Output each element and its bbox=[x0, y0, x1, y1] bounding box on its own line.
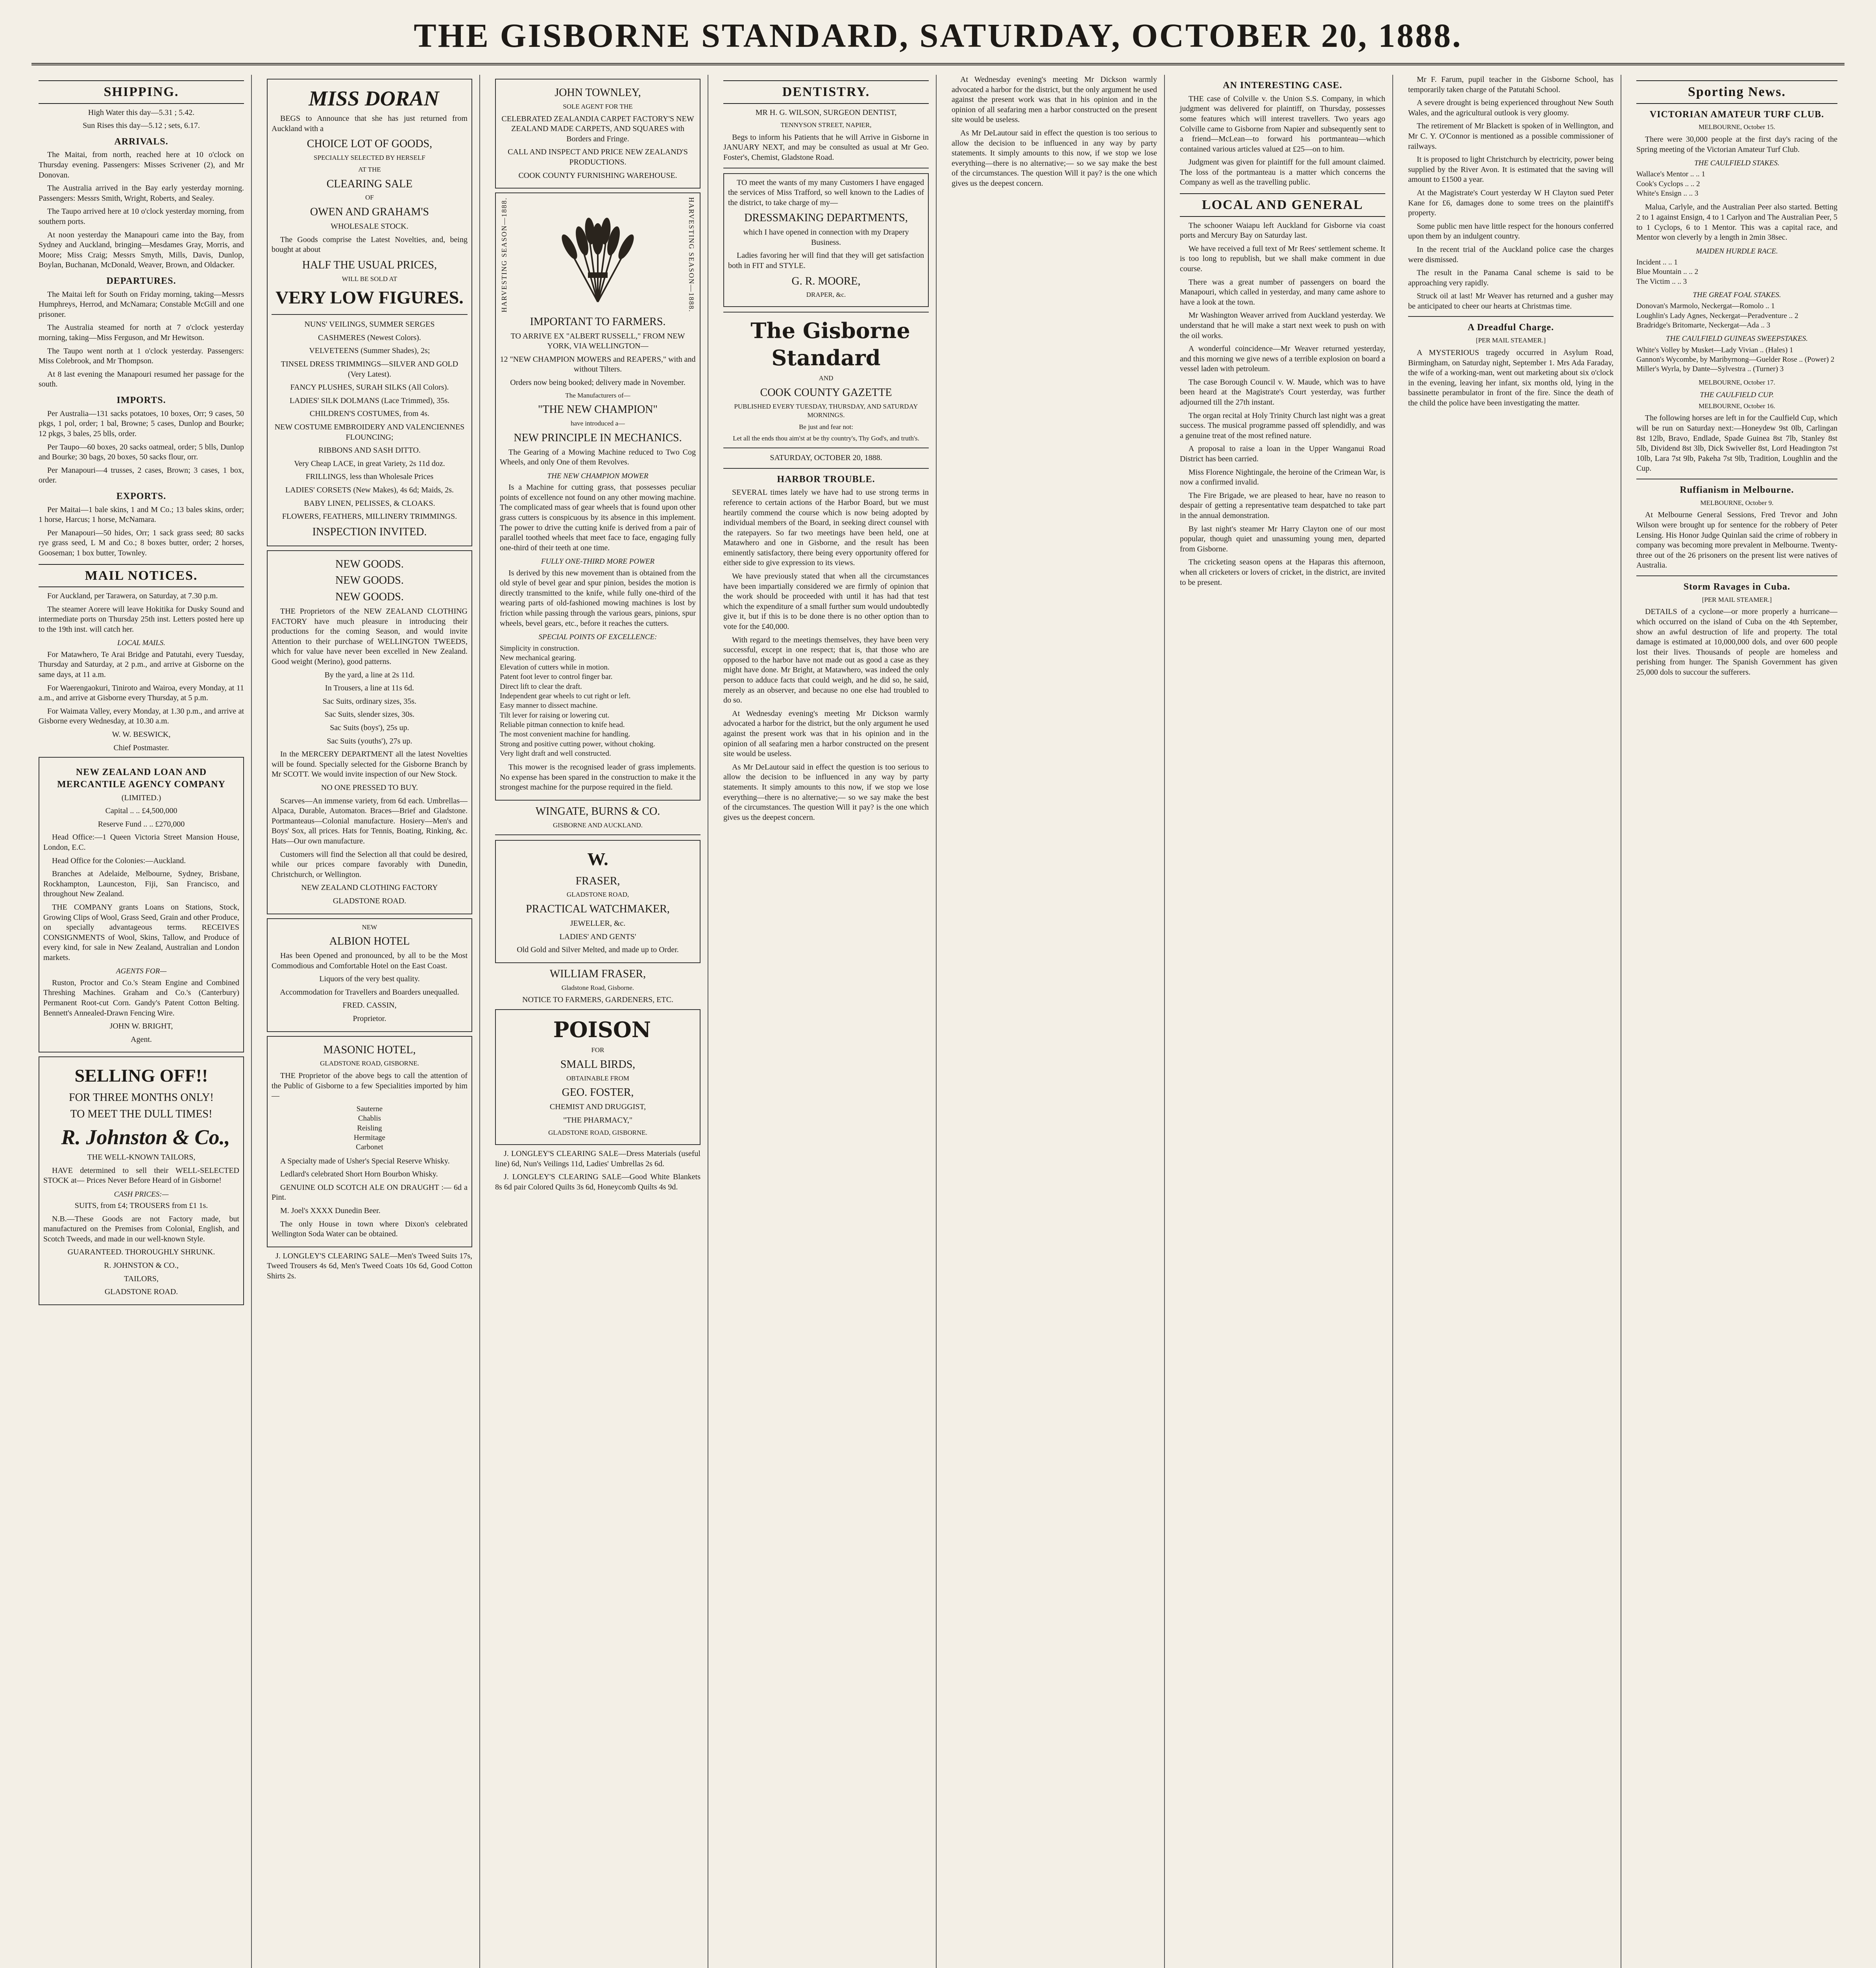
poison-pharmacy: "THE PHARMACY," bbox=[563, 1115, 632, 1125]
wine-item: Sauterne bbox=[356, 1105, 383, 1113]
arrival-item: At noon yesterday the Manapouri came into the Bay, from Sydney and Auckland, bringing—Mesdames Gray, Morris, and Moore; Miss Craig; Messrs Smyth, Mills, Davis, Dunlop, Boylan, Buchanan, McDonald, Weaver, Brown, and Oldacker. bbox=[39, 230, 244, 270]
divider bbox=[723, 312, 929, 313]
poison-title: POISON bbox=[553, 1017, 651, 1042]
local-para: By last night's steamer Mr Harry Clayton one of our most popular, though quiet and unassuming young men, departed from Gisborne. bbox=[1180, 524, 1385, 553]
mail-item: For Matawhero, Te Arai Bridge and Patutahi, every Tuesday, Thursday and Saturday, at 2 p.m., and arrive at Gisborne on the same days, at 11 a.m. bbox=[39, 650, 244, 679]
column-1 bbox=[31, 75, 252, 1968]
longley-ad: J. LONGLEY'S CLEARING SALE—Dress Materials (useful line) 6d, Nun's Veilings 11d, Ladies' Umbrellas 2s 6d. bbox=[495, 1149, 700, 1168]
race-heading: THE GREAT FOAL STAKES. bbox=[1693, 291, 1781, 300]
harvest-gearing: The Gearing of a Mowing Machine reduced to Two Cog Wheels, and only One of them Revolves. bbox=[500, 448, 696, 467]
harbor-para: With regard to the meetings themselves, they have been very successful, except in one respect; that is, that those who are opposed to the harbor have not made out as good a case as they might have done. Mr Bright, at Matawhero, was indeed the only person to adduce facts that could weigh, and he did so, he said, merely as an observer, and because no one else had troubled to do so. bbox=[723, 635, 929, 705]
harvest-principle: NEW PRINCIPLE IN MECHANICS. bbox=[514, 431, 682, 444]
loan-agents: Ruston, Proctor and Co.'s Steam Engine and Combined Threshing Machines. Graham and Co.'s (Canterbury) Permanent Root-cut Corn. Gandy's Patent Cotton Belting. Bennett's Annealed-Drawn Fencing Wire. bbox=[43, 978, 239, 1017]
harvest-manufacturers: The Manufacturers of— bbox=[565, 391, 630, 399]
arrival-item: The Maitai, from north, reached here at 10 o'clock on Thursday evening. Passengers: Misses Scrivener (2), and Mr Donovan. bbox=[39, 150, 244, 179]
result-item: The Victim .. .. 3 bbox=[1636, 277, 1687, 286]
harvest-orders: Orders now being booked; delivery made in November. bbox=[510, 378, 686, 387]
local-para: The organ recital at Holy Trinity Church last night was a great success. The musical programme passed off splendidly, and was a genuine treat of the most refined nature. bbox=[1180, 411, 1385, 440]
column-3 bbox=[488, 75, 708, 1968]
factory-road: GLADSTONE ROAD. bbox=[333, 896, 407, 905]
departure-item: At 8 last evening the Manapouri resumed her passage for the south. bbox=[39, 370, 244, 389]
johnston-tag: THE WELL-KNOWN TAILORS, bbox=[87, 1152, 196, 1162]
harbor-para: We have previously stated that when all the circumstances have been impartially considered we are firmly of opinion that the work should be proceeded with until it has had that test which the expenditure of a small further sum would undoubtedly give it, but if this is to be done there is no other option than to vote for the £40,000. bbox=[723, 572, 929, 631]
local-para: Mr Washington Weaver arrived from Auckland yesterday. We understand that he will make a start next week to push on with the oil works. bbox=[1180, 311, 1385, 340]
imports-heading: IMPORTS. bbox=[116, 395, 166, 406]
moore-signoff: G. R. MOORE, bbox=[791, 275, 861, 287]
cash-prices-heading: CASH PRICES:— bbox=[114, 1190, 169, 1199]
column-8 bbox=[1629, 75, 1845, 1968]
loan-capital: Capital .. .. £4,500,000 bbox=[105, 806, 177, 816]
local-para: A wonderful coincidence—Mr Weaver returned yesterday, and this morning we give news of a terrible explosion on board a vessel laden with petroleum. bbox=[1180, 344, 1385, 374]
fraser-old-gold: Old Gold and Silver Melted, and made up to Order. bbox=[517, 945, 679, 954]
loan-branches: Branches at Adelaide, Melbourne, Sydney, Brisbane, Rockhampton, Launceston, Fiji, San Francisco, and throughout New Zealand. bbox=[43, 869, 239, 899]
fraser-watchmaker-ad bbox=[495, 840, 700, 963]
townley-body: CELEBRATED ZEALANDIA CARPET FACTORY'S NEW ZEALAND MADE CARPETS, AND SQUARES with Borders and Fringe. bbox=[501, 114, 694, 143]
storm-body: DETAILS of a cyclone—or more properly a hurricane—which occurred on the island of Cuba on the 4th September, show an awful destruction of life and property. The total damage is estimated at 10,000,000 dols, and over 600 people lost their lives. Thousands of people are homeless and perishing from hunger. The Spanish Government has given 25,000 dols to succour the sufferers. bbox=[1636, 607, 1837, 677]
mail-item: For Auckland, per Tarawera, on Saturday, at 7.30 p.m. bbox=[47, 592, 218, 601]
results-list bbox=[1636, 301, 1837, 330]
point-item: Elevation of cutters while in motion. bbox=[500, 663, 610, 672]
import-item: Per Manapouri—4 trusses, 2 cases, Brown; 3 cases, 1 box, order. bbox=[39, 466, 244, 485]
arrival-item: The Taupo arrived here at 10 o'clock yesterday morning, from southern ports. bbox=[39, 207, 244, 226]
new-goods-title: NEW GOODS. bbox=[335, 591, 404, 603]
harvest-ad bbox=[495, 192, 700, 801]
tide-line: Sun Rises this day—5.12 ; sets, 6.17. bbox=[83, 121, 200, 130]
townley-name: JOHN TOWNLEY, bbox=[554, 87, 641, 99]
doran-item: CHILDREN'S COSTUMES, from 4s. bbox=[309, 409, 430, 418]
result-item: Blue Mountain .. .. 2 bbox=[1636, 268, 1699, 276]
results-list bbox=[1636, 258, 1837, 287]
departure-item: The Taupo went north at 1 o'clock yesterday. Passengers: Miss Colebrook, and Mr Thompson. bbox=[39, 346, 244, 366]
doran-half: HALF THE USUAL PRICES, bbox=[302, 259, 437, 271]
cup-body: The following horses are left in for the Caulfield Cup, which will be run on Saturday next:—Honeydew 9st 0lb, Carlingan 8st 12lb, Bravo, Endlade, Spade Guinea 8st 7lb, Stanley 8st 5lb, Dividend 8st 3lb, Dick Swiveller 8st, Lord Headington 7st 10lb, Lara 7st 9lb, Pakeha 7st 9lb, Tradition, Loughlin and the Cup. bbox=[1636, 414, 1837, 473]
longley-ad: J. LONGLEY'S CLEARING SALE—Good White Blankets 8s 6d pair Colored Quilts 3s 6d, Honeycomb Quilts 4s 9d. bbox=[495, 1173, 700, 1191]
ruffianism-dateline: MELBOURNE, October 9. bbox=[1700, 499, 1774, 507]
point-item: Independent gear wheels to cut right or left. bbox=[500, 692, 631, 701]
point-item: Tilt lever for raising or lowering cut. bbox=[500, 711, 610, 720]
standard-date: SATURDAY, OCTOBER 20, 1888. bbox=[770, 453, 882, 462]
general-para: The retirement of Mr Blackett is spoken of in Wellington, and Mr C. Y. O'Connor is mentioned as a possible commissioner of railways. bbox=[1408, 122, 1614, 151]
meet-dull-times: TO MEET THE DULL TIMES! bbox=[70, 1108, 213, 1121]
doran-name: MISS DORAN bbox=[309, 87, 439, 110]
fraser-road: GLADSTONE ROAD, bbox=[566, 891, 629, 899]
point-item: Direct lift to clear the draft. bbox=[500, 682, 582, 691]
townley-agent: SOLE AGENT FOR THE bbox=[563, 102, 633, 110]
no-one-pressed: NO ONE PRESSED TO BUY. bbox=[321, 783, 418, 792]
results-list bbox=[1636, 170, 1837, 198]
albion-new: NEW bbox=[362, 923, 377, 931]
sporting-dateline: MELBOURNE, October 15. bbox=[1699, 123, 1775, 131]
result-item: White's Volley by Musket—Lady Vivian .. (Hales) 1 bbox=[1636, 346, 1793, 354]
price-item: Sac Suits, ordinary sizes, 35s. bbox=[322, 697, 417, 706]
johnston-guarantee: GUARANTEED. THOROUGHLY SHRUNK. bbox=[67, 1248, 215, 1257]
masonic-name: MASONIC HOTEL, bbox=[323, 1043, 416, 1056]
notice-farmers: NOTICE TO FARMERS, GARDENERS, ETC. bbox=[522, 995, 673, 1004]
doran-item: TINSEL DRESS TRIMMINGS—SILVER AND GOLD (Very Latest). bbox=[281, 360, 458, 379]
divider bbox=[495, 834, 700, 835]
divider bbox=[1408, 316, 1614, 317]
loan-signoff: JOHN W. BRIGHT, bbox=[109, 1022, 173, 1031]
new-goods-ad bbox=[267, 550, 472, 914]
loan-reserve: Reserve Fund .. .. £270,000 bbox=[98, 819, 185, 829]
doran-item: NUNS' VEILINGS, SUMMER SERGES bbox=[304, 320, 435, 329]
sporting-dateline: MELBOURNE, October 17. bbox=[1699, 378, 1775, 386]
moore-ladies: Ladies favoring her will find that they will get satisfaction both in FIT and STYLE. bbox=[728, 251, 924, 270]
johnston-note: N.B.—These Goods are not Factory made, but manufactured on the Premises from Colonial, English, and Scotch Tweeds, and made in our well-known Style. bbox=[43, 1214, 239, 1243]
doran-item: CASHMERES (Newest Colors). bbox=[318, 333, 421, 342]
townley-ad bbox=[495, 79, 700, 189]
townley-call: CALL AND INSPECT AND PRICE NEW ZEALAND'S PRODUCTIONS. bbox=[508, 148, 688, 166]
arrival-item: The Australia arrived in the Bay early yesterday morning. Passengers: Messrs Smith, Wright, Roberts, and Sealey. bbox=[39, 184, 244, 203]
result-item: Miller's Wyrla, by Dante—Sylvestra .. (Turner) 3 bbox=[1636, 365, 1784, 374]
race-heading: THE CAULFIELD STAKES. bbox=[1694, 159, 1780, 168]
doran-invited: INSPECTION INVITED. bbox=[312, 525, 427, 538]
departure-item: The Australia steamed for north at 7 o'clock yesterday morning, taking—Miss Ferguson, and Mr Hewitson. bbox=[39, 323, 244, 342]
poison-obtainable: OBTAINABLE FROM bbox=[566, 1074, 629, 1082]
harvest-champion: "THE NEW CHAMPION" bbox=[538, 403, 658, 416]
divider bbox=[723, 468, 929, 469]
harvest-side-label: HARVESTING SEASON—1888. bbox=[500, 197, 508, 313]
tide-line: High Water this day—5.31 ; 5.42. bbox=[88, 108, 195, 117]
mail-item: For Waimata Valley, every Monday, at 1.30 p.m., and arrive at Gisborne every Wednesday, at 10.30 a.m. bbox=[39, 707, 244, 726]
moore-dressmaking: DRESSMAKING DEPARTMENTS, bbox=[744, 212, 908, 224]
albion-signoff: FRED. CASSIN, bbox=[342, 1001, 397, 1010]
result-item: Cook's Cyclops .. .. 2 bbox=[1636, 179, 1700, 188]
local-para: The cricketing season opens at the Haparas this afternoon, when all cricketers or lovers of cricket, in the district, are invited to be present. bbox=[1180, 558, 1385, 587]
moore-body: TO meet the wants of my many Customers I have engaged the services of Miss Trafford, so well known to the Ladies of the district, to take charge of my— bbox=[728, 178, 924, 207]
doran-owen: OWEN AND GRAHAM'S bbox=[310, 206, 429, 218]
cash-prices: SUITS, from £4; TROUSERS from £1 1s. bbox=[74, 1201, 208, 1210]
mower-heading: THE NEW CHAMPION MOWER bbox=[547, 472, 649, 480]
race-heading: THE CAULFIELD CUP. bbox=[1700, 391, 1774, 400]
harbor-para: At Wednesday evening's meeting Mr Dickson warmly advocated a harbor for the district, but the only argument he used against the present work was that in his opinion and in the opinion of all seafaring men a harbor constructed on the present site would be useless. bbox=[723, 709, 929, 758]
poison-for: FOR bbox=[591, 1046, 604, 1054]
local-mails-heading: LOCAL MAILS. bbox=[117, 639, 166, 647]
price-item: Sac Suits (youths'), 27s up. bbox=[327, 736, 412, 745]
ruffianism-heading: Ruffianism in Melbourne. bbox=[1680, 485, 1794, 495]
masonic-genuine: GENUINE OLD SCOTCH ALE ON DRAUGHT :— 6d a Pint. bbox=[272, 1183, 468, 1202]
local-para: We have received a full text of Mr Rees' settlement scheme. It is too long to republish, but we shall make comment in due course. bbox=[1180, 244, 1385, 273]
wine-item: Carbonet bbox=[356, 1143, 383, 1152]
albion-hotel-ad bbox=[267, 918, 472, 1032]
new-goods-title: NEW GOODS. bbox=[335, 574, 404, 587]
dentistry-heading: DENTISTRY. bbox=[723, 80, 929, 104]
exports-heading: EXPORTS. bbox=[116, 491, 166, 501]
import-item: Per Taupo—60 boxes, 20 sacks oatmeal, order; 5 blls, Dunlop and Bourke; 30 bags, 20 boxes, 50 sacks flour, orr. bbox=[39, 442, 244, 462]
export-item: Per Manapouri—50 hides, Orr; 1 sack grass seed; 80 sacks rye grass seed, L M and Co.; 8 boxes butter, order; 2 horses, Gooseman; 1 box butter, Townley. bbox=[39, 528, 244, 557]
result-item: Loughlin's Lady Agnes, Neckergat—Peradventure .. 2 bbox=[1636, 311, 1798, 320]
albion-liquors: Liquors of the very best quality. bbox=[319, 975, 420, 984]
doran-very-low: VERY LOW FIGURES. bbox=[275, 287, 464, 308]
dentist-name: MR H. G. WILSON, SURGEON DENTIST, bbox=[755, 108, 897, 117]
wingate-name: WINGATE, BURNS & CO. bbox=[535, 805, 660, 818]
loan-body: THE COMPANY grants Loans on Stations, Stock, Growing Clips of Wool, Grass Seed, Grain and other Produce, on specially advantageous terms. RECEIVES CONSIGNMENTS of Wool, Skins, Tallow, and Produce of every kind, for sale in New Zealand, Australian and London markets. bbox=[43, 903, 239, 962]
dreadful-sub: [PER MAIL STEAMER.] bbox=[1476, 337, 1546, 344]
fraser-trade: JEWELLER, &c. bbox=[570, 919, 626, 928]
harvest-arrive: TO ARRIVE EX "ALBERT RUSSELL," FROM NEW YORK, VIA WELLINGTON— bbox=[510, 331, 685, 351]
interesting-para: Judgment was given for plaintiff for the full amount claimed. The loss of the portmanteau is a matter which concerns the Company as well as the travelling public. bbox=[1180, 158, 1385, 187]
general-para: Mr F. Farum, pupil teacher in the Gisborne School, has temporarily taken charge of the Patutahi School. bbox=[1408, 75, 1614, 94]
standard-title: The Gisborne Standard bbox=[750, 318, 910, 371]
masthead bbox=[31, 16, 1845, 65]
doran-of: OF bbox=[365, 194, 374, 202]
doran-item: VELVETEENS (Summer Shades), 2s; bbox=[309, 346, 430, 355]
standard-and: AND bbox=[819, 374, 834, 382]
mercery-text: In the MERCERY DEPARTMENT all the latest Novelties will be found. Specially selected for the Gisborne Branch by Mr SCOTT. We would invite inspection of our New Stock. bbox=[272, 750, 468, 779]
result-item: Donovan's Marmolo, Neckergat—Romolo .. 1 bbox=[1636, 302, 1775, 311]
local-para: The Fire Brigade, we are pleased to hear, have no reason to despair of getting a representative team despatched to take part in the annual demonstration. bbox=[1180, 491, 1385, 520]
wine-item: Chablis bbox=[358, 1114, 381, 1123]
fraser-trade: PRACTICAL WATCHMAKER, bbox=[526, 903, 670, 916]
johnston-address: GLADSTONE ROAD. bbox=[104, 1287, 178, 1297]
poison-ad bbox=[495, 1009, 700, 1145]
sporting-dateline: MELBOURNE, October 16. bbox=[1699, 402, 1775, 410]
moore-which: which I have opened in connection with my Drapery Business. bbox=[743, 228, 909, 247]
result-item: Gannon's Wycombe, by Maribyrnong—Guelder Rose .. (Power) 2 bbox=[1636, 355, 1835, 364]
column-4 bbox=[716, 75, 937, 1968]
results-list bbox=[1636, 346, 1837, 374]
masonic-specialty: A Specialty made of Usher's Special Reserve Whisky. bbox=[280, 1156, 450, 1165]
price-item: In Trousers, a line at 11s 6d. bbox=[325, 684, 414, 693]
three-months: FOR THREE MONTHS ONLY! bbox=[69, 1091, 214, 1104]
general-para: It is proposed to light Christchurch by electricity, power being supplied by the River Avon. It is estimated that the saving will amount to £1500 a year. bbox=[1408, 155, 1614, 184]
doran-item: FLOWERS, FEATHERS, MILLINERY TRIMMINGS. bbox=[282, 512, 457, 521]
customers-text: Customers will find the Selection all that could be desired, while our prices compare favorably with Dunedin, Christchurch, or Wellington. bbox=[272, 850, 468, 879]
vrc-body: There were 30,000 people at the first day's racing of the Spring meeting of the Victorian Amateur Turf Club. bbox=[1636, 135, 1837, 154]
import-item: Per Australia—131 sacks potatoes, 10 boxes, Orr; 9 cases, 50 pkgs, 1 pol, order; 1 bal, Browne; 5 cases, Dunlop and Bourke; 12 pkgs, 3 bales, 25 blls, order. bbox=[39, 409, 244, 438]
poison-address: GLADSTONE ROAD, GISBORNE. bbox=[548, 1129, 647, 1137]
harvest-twelve: 12 "NEW CHAMPION MOWERS and REAPERS," with and without Tilters. bbox=[500, 355, 696, 374]
masonic-ledlard: Ledlard's celebrated Short Horn Bourbon Whisky. bbox=[280, 1170, 438, 1179]
standard-motto: Be just and fear not: bbox=[799, 423, 853, 431]
point-item: Strong and positive cutting power, without choking. bbox=[500, 740, 656, 748]
column-7 bbox=[1401, 75, 1621, 1968]
mail-item: The steamer Aorere will leave Hokitika for Dusky Sound and intermediate ports on Thursday 25th inst. Letters posted here up to the 19th inst. will catch her. bbox=[39, 605, 244, 634]
race-heading: THE CAULFIELD GUINEAS SWEEPSTAKES. bbox=[1666, 335, 1808, 343]
dentist-address: TENNYSON STREET, NAPIER, bbox=[780, 121, 872, 129]
point-item: New mechanical gearing. bbox=[500, 653, 576, 662]
masonic-body: THE Proprietor of the above begs to call the attention of the Public of Gisborne to a few Specialities imported by him— bbox=[272, 1071, 468, 1101]
loan-agents-heading: AGENTS FOR— bbox=[116, 967, 167, 976]
local-para: There was a great number of passengers on board the Manapouri, which called in yesterday, and many came ashore to have a look at the town. bbox=[1180, 277, 1385, 307]
scarves-text: Scarves—An immense variety, from 6d each. Umbrellas—Alpaca, Durable, Automaton. Braces—Brief and Gladstone. Portmanteaus—Colonial manufacture. Hosiery—Men's and Boys' Sox, all prices. Hats for Tennis, Boating, Rinking, &c. Hats—Our own manufacture. bbox=[272, 796, 468, 845]
johnston-body: HAVE determined to sell their WELL-SELECTED STOCK at— Prices Never Before Heard of in Gisborne! bbox=[43, 1166, 239, 1185]
departure-item: The Maitai left for South on Friday morning, taking—Messrs Humphreys, Herrod, and McNamara; Constable McGill and one prisoner. bbox=[39, 290, 244, 319]
point-item: Easy manner to dissect machine. bbox=[500, 701, 598, 710]
masonic-address: GLADSTONE ROAD, GISBORNE. bbox=[320, 1060, 419, 1067]
loan-agency-title: NEW ZEALAND LOAN AND MERCANTILE AGENCY COMPANY bbox=[57, 767, 225, 790]
harbor-para: As Mr DeLautour said in effect the question is too serious to allow the decision to be influenced in any way by party statements. It simply amounts to this now, if we stop we lose everything—there is no alternative;— so we say make the best of the circumstances. The question Will it pay? is the one which gives us the deepest concern. bbox=[952, 128, 1157, 188]
loan-limited: (LIMITED.) bbox=[121, 793, 161, 802]
poison-small-birds: SMALL BIRDS, bbox=[560, 1058, 636, 1071]
interesting-para: THE case of Colville v. the Union S.S. Company, in which judgment was delivered for plaintiff, on Thursday, possesses some features which will interest travellers. Two years ago Colville came to Gisborne from Napier and subsequently sent to a friend—McLean—to forward his portmanteau—which contained various articles valued at £25—on to him. bbox=[1180, 94, 1385, 154]
race-heading: MAIDEN HURDLE RACE. bbox=[1696, 247, 1778, 255]
poison-trade: CHEMIST AND DRUGGIST, bbox=[549, 1102, 646, 1112]
divider bbox=[1636, 575, 1837, 576]
result-item: Wallace's Mentor .. .. 1 bbox=[1636, 170, 1705, 179]
mail-signoff: W. W. BESWICK, bbox=[112, 730, 171, 739]
point-item: Reliable pitman connection to knife head. bbox=[500, 721, 625, 729]
local-para: A proposal to raise a loan in the Upper Wanganui Road District has been carried. bbox=[1180, 444, 1385, 464]
johnston-signoff-title: TAILORS, bbox=[124, 1274, 159, 1283]
johnston-ad bbox=[39, 1056, 244, 1305]
doran-will-be: WILL BE SOLD AT bbox=[342, 275, 397, 283]
wheat-sheaf-icon bbox=[554, 203, 641, 306]
general-para: At the Magistrate's Court yesterday W H Clayton sued Peter Kane for £6, damages done to some trees on the plaintiff's property. bbox=[1408, 188, 1614, 218]
storm-heading: Storm Ravages in Cuba. bbox=[1683, 581, 1791, 592]
doran-item: LADIES' CORSETS (New Makes), 4s 6d; Maids, 2s. bbox=[285, 485, 454, 494]
masonic-joel: M. Joel's XXXX Dunedin Beer. bbox=[280, 1206, 381, 1215]
arrivals-heading: ARRIVALS. bbox=[114, 136, 168, 147]
price-item: Sac Suits, slender sizes, 30s. bbox=[324, 710, 415, 719]
factory-name: NEW ZEALAND CLOTHING FACTORY bbox=[301, 883, 438, 892]
dreadful-body: A MYSTERIOUS tragedy occurred in Asylum Road, Birmingham, on Saturday night, September 1. Mrs Ada Faraday, the wife of a working-man, went out marketing about six o'clock in the evening, leaving her infant, six months old, lying in the bassinette perambulator in front of the fire. Since the death of the child the police have been investigating the matter. bbox=[1408, 348, 1614, 407]
doran-goods: The Goods comprise the Latest Novelties, and, being bought at about bbox=[272, 235, 468, 254]
albion-name: ALBION HOTEL bbox=[329, 935, 410, 948]
doran-choice: CHOICE LOT OF GOODS, bbox=[307, 138, 432, 150]
selling-off-heading: SELLING OFF!! bbox=[74, 1065, 208, 1086]
masonic-hotel-ad bbox=[267, 1036, 472, 1247]
poison-name: GEO. FOSTER, bbox=[562, 1086, 634, 1099]
fully-body: Is derived by this new movement than is obtained from the old style of bevel gear and spur pinion, besides the motion is directly transmitted to the knife, while fully one-third of the wearing parts of old-fashioned mowing machines is lost by friction while passing through the various gears, pinions, spur wheels, bevel gears, etc., before it reaches the cutters. bbox=[500, 568, 696, 628]
doran-item: LADIES' SILK DOLMANS (Lace Trimmed), 35s. bbox=[289, 396, 450, 405]
vrc-heading: VICTORIAN AMATEUR TURF CLUB. bbox=[1649, 109, 1824, 120]
interesting-heading: AN INTERESTING CASE. bbox=[1223, 80, 1342, 91]
race-body: Malua, Carlyle, and the Australian Peer also started. Betting 2 to 1 against Ensign, 4 to 1 Carlyon and The Australian Peer, 5 to 1 Cyclops, 6 to 1 Mentor. This was a capital race, and Mentor won cleverly by a length in 2min 38sec. bbox=[1636, 203, 1837, 242]
general-para: A severe drought is being experienced throughout New South Wales, and the agricultural outlook is very gloomy. bbox=[1408, 98, 1614, 117]
mail-heading: MAIL NOTICES. bbox=[39, 564, 244, 588]
standard-gazette: COOK COUNTY GAZETTE bbox=[760, 387, 892, 399]
fraser-initial: W. bbox=[587, 849, 608, 869]
doran-body: BEGS to Announce that she has just returned from Auckland with a bbox=[272, 114, 468, 133]
price-item: Sac Suits (boys'), 25s up. bbox=[330, 723, 409, 732]
important-farmers: IMPORTANT TO FARMERS. bbox=[530, 315, 666, 328]
doran-item: RIBBONS AND SASH DITTO. bbox=[318, 446, 421, 455]
wingate-places: GISBORNE AND AUCKLAND. bbox=[553, 821, 643, 829]
harbor-para: As Mr DeLautour said in effect the question is too serious to allow the decision to be influenced in any way by party statements. It simply amounts to this now, if we stop we lose everything—there is no alternative;— so we say make the best of the circumstances. The question Will it pay? is the one which gives us the deepest concern. bbox=[723, 762, 929, 822]
sporting-heading: Sporting News. bbox=[1636, 80, 1837, 104]
harvest-side-label: HARVESTING SEASON—1888. bbox=[688, 197, 695, 313]
doran-item: FANCY PLUSHES, SURAH SILKS (All Colors). bbox=[290, 383, 449, 392]
harvest-introduced: have introduced a— bbox=[571, 420, 625, 427]
new-goods-body: THE Proprietors of the NEW ZEALAND CLOTHING FACTORY have much pleasure in introducing their productions for the coming Season, and would invite Attention to their purchase of WELLINGTON TWEEDS, which for value have never been excelled in New Zealand. Good weight (Merino), good patterns. bbox=[272, 607, 468, 666]
doran-clearing: CLEARING SALE bbox=[326, 178, 413, 190]
harbor-heading: HARBOR TROUBLE. bbox=[777, 474, 875, 485]
johnston-signoff: R. JOHNSTON & CO., bbox=[104, 1261, 179, 1270]
point-item: Very light draft and well constructed. bbox=[500, 749, 611, 758]
local-para: The schooner Waiapu left Auckland for Gisborne via coast ports and Mercury Bay on Saturday last. bbox=[1180, 221, 1385, 240]
doran-specially: SPECIALLY SELECTED BY HERSELF bbox=[314, 154, 425, 162]
standard-motto: Let all the ends thou aim'st at be thy country's, Thy God's, and truth's. bbox=[733, 435, 919, 442]
mower-body: Is a Machine for cutting grass, that possesses peculiar points of excellence not found on any other mowing machine. The complicated mass of gear wheels that is found upon other grass cutters is conspicuous by its absence in this implement. The power to drive the cutting knife is derived from a pair of parallel toothed wheels that meet face to face, engaging fully one-third of their teeth at one time. bbox=[500, 483, 696, 552]
general-para: In the recent trial of the Auckland police case the charges were dismissed. bbox=[1408, 245, 1614, 264]
price-item: By the yard, a line at 2s 11d. bbox=[324, 670, 415, 679]
fraser-name: FRASER, bbox=[575, 875, 620, 887]
new-goods-title: NEW GOODS. bbox=[335, 558, 404, 570]
doran-item: Very Cheap LACE, in great Variety, 2s 11d doz. bbox=[294, 459, 445, 468]
loan-head-office: Head Office:—1 Queen Victoria Street Mansion House, London, E.C. bbox=[43, 833, 239, 852]
local-para: The case Borough Council v. W. Maude, which was to have been heard at the Magistrate's Court yesterday, was further adjourned till the 27th instant. bbox=[1180, 377, 1385, 407]
point-item: Simplicity in construction. bbox=[500, 644, 580, 653]
points-heading: SPECIAL POINTS OF EXCELLENCE: bbox=[538, 633, 657, 642]
albion-accommodation: Accommodation for Travellers and Boarders unequalled. bbox=[280, 988, 459, 997]
doran-item: BABY LINEN, PELISSES, & CLOAKS. bbox=[304, 499, 435, 508]
departures-heading: DEPARTURES. bbox=[106, 276, 176, 286]
moore-signoff-title: DRAPER, &c. bbox=[806, 291, 846, 299]
longley-ad: J. LONGLEY'S CLEARING SALE—Men's Tweed Suits 17s, Tweed Trousers 4s 6d, Men's Tweed Coats 10s 6d, Good Cotton Shirts 2s. bbox=[267, 1251, 472, 1280]
result-item: Bradridge's Britomarte, Neckergat—Ada .. 3 bbox=[1636, 321, 1771, 329]
export-item: Per Maitai—1 bale skins, 1 and M Co.; 13 bales skins, order; 1 horse, Harcus; 1 horse, McNamara. bbox=[39, 505, 244, 524]
dreadful-heading: A Dreadful Charge. bbox=[1468, 322, 1554, 333]
general-para: Struck oil at last! Mr Weaver has returned and a gusher may be anticipated to cheer our hearts at Christmas time. bbox=[1408, 292, 1614, 311]
points-list bbox=[500, 644, 696, 759]
ruffianism-body: At Melbourne General Sessions, Fred Trevor and John Wilson were brought up for sentence for the robbery of Peter Lensing. His Honor Judge Quinlan said the crime of robbery in company was becoming more prevalent in Melbourne. Twenty-three out of the 26 prisoners on the present list were natives of Australia. bbox=[1636, 510, 1837, 570]
harbor-para: SEVERAL times lately we have had to use strong terms in reference to certain actions of the Harbor Board, but we must heartily commend the course which is now being adopted by individual members of the Board, in seeking direct counsel with the ratepayers. So far two meetings have been held, one at Matawhero and one in Gisborne, and the result has been eminently satisfactory, there being every opportunity offered for either side to give expression to its views. bbox=[723, 488, 929, 568]
storm-sub: [PER MAIL STEAMER.] bbox=[1702, 596, 1772, 603]
local-heading: LOCAL AND GENERAL bbox=[1180, 193, 1385, 217]
doran-item: NEW COSTUME EMBROIDERY AND VALENCIENNES FLOUNCING; bbox=[274, 423, 465, 442]
general-para: The result in the Panama Canal scheme is said to be approaching very rapidly. bbox=[1408, 268, 1614, 287]
shipping-heading: SHIPPING. bbox=[39, 80, 244, 104]
column-6 bbox=[1173, 75, 1393, 1968]
mail-item: For Waerengaokuri, Tiniroto and Wairoa, every Monday, at 11 a.m., and arrive at Gisborne every Thursday, at 5 p.m. bbox=[39, 683, 244, 703]
loan-agency-ad bbox=[39, 757, 244, 1052]
column-5 bbox=[944, 75, 1165, 1968]
william-fraser-name: WILLIAM FRASER, bbox=[549, 967, 646, 980]
doran-item: FRILLINGS, less than Wholesale Prices bbox=[305, 472, 434, 481]
albion-signoff-title: Proprietor. bbox=[353, 1014, 386, 1023]
albion-body: Has been Opened and pronounced, by all to be the Most Commodious and Comfortable Hotel on the East Coast. bbox=[272, 951, 468, 970]
loan-signoff-title: Agent. bbox=[131, 1035, 152, 1044]
general-para: Some public men have little respect for the honours conferred upon them by an indulgent country. bbox=[1408, 222, 1614, 241]
point-item: The most convenient machine for handling. bbox=[500, 730, 630, 739]
column-2 bbox=[260, 75, 480, 1968]
doran-ad bbox=[267, 79, 472, 546]
masonic-only-house: The only House in town where Dixon's celebrated Wellington Soda Water can be obtained. bbox=[272, 1219, 468, 1239]
doran-wholesale: WHOLESALE STOCK. bbox=[331, 222, 408, 231]
harbor-para: At Wednesday evening's meeting Mr Dickson warmly advocated a harbor for the district, but the only argument he used against the present work was that in his opinion and in the opinion of all seafaring men a harbor constructed on the present site would be useless. bbox=[952, 75, 1157, 124]
mail-signoff-title: Chief Postmaster. bbox=[113, 743, 169, 752]
loan-colonies: Head Office for the Colonies:—Auckland. bbox=[52, 856, 186, 865]
local-para: Miss Florence Nightingale, the heroine of the Crimean War, is now a confirmed invalid. bbox=[1180, 468, 1385, 487]
newspaper-title: THE GISBORNE STANDARD, SATURDAY, OCTOBER 20, 1888. bbox=[414, 17, 1462, 54]
dentist-body: Begs to inform his Patients that he will Arrive in Gisborne in JANUARY NEXT, and may be consulted as usual at Mr Geo. Foster's, Chemist, Gladstone Road. bbox=[723, 133, 929, 162]
fully-heading: FULLY ONE-THIRD MORE POWER bbox=[541, 557, 655, 566]
divider bbox=[272, 314, 468, 315]
william-fraser-address: Gladstone Road, Gisborne. bbox=[561, 984, 634, 991]
johnston-name: R. Johnston & Co., bbox=[61, 1125, 230, 1149]
result-item: White's Ensign .. .. 3 bbox=[1636, 189, 1699, 198]
standard-published: PUBLISHED EVERY TUESDAY, THURSDAY, AND SATURDAY MORNINGS. bbox=[734, 403, 918, 419]
wine-item: Reisling bbox=[357, 1124, 382, 1132]
result-item: Incident .. .. 1 bbox=[1636, 258, 1678, 267]
doran-at-the: AT THE bbox=[358, 165, 381, 173]
masonic-list bbox=[272, 1104, 468, 1152]
mower-note: This mower is the recognised leader of grass implements. No expense has been spared in the construction to make it the strongest machine for the purpose required in the field. bbox=[500, 763, 696, 792]
townley-cook: COOK COUNTY FURNISHING WAREHOUSE. bbox=[518, 171, 677, 180]
moore-ad bbox=[723, 173, 929, 307]
wine-item: Hermitage bbox=[353, 1133, 386, 1142]
point-item: Patent foot lever to control finger bar. bbox=[500, 673, 613, 681]
fraser-ladies: LADIES' AND GENTS' bbox=[559, 932, 636, 941]
